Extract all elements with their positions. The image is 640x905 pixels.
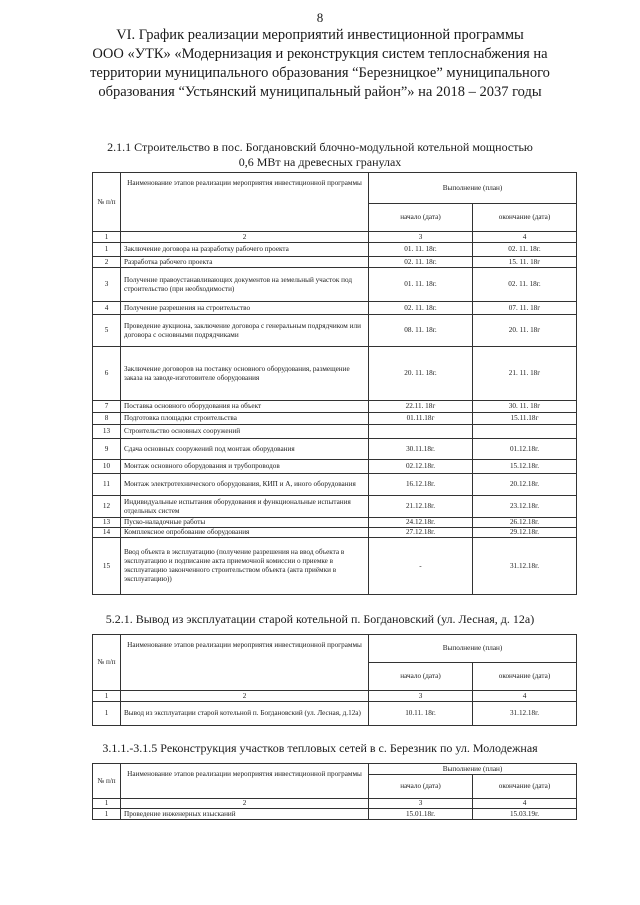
page-number: 8 (316, 10, 324, 25)
table-row: 3 Получение правоустанавливающих документов на земельный участок под строительство (при необходимости) 01. 11. 18г. 02. 11. 18г. (93, 268, 577, 302)
schedule-table-1: № п/п Наименование этапов реализации мероприятия инвестиционной программы Выполнение (план) начало (дата) окончание (дата) 1 2 3 4 1 Заключение договора на разработку рабочего проекта 01. 11. 18г. 02. 11. 18г. 2 Разработка рабочего проекта 02. 11. 18г. 15. 11. 18г 3 Получение правоустанавливающих документов на земельный участок под строительство (при необходимости) 01. 11. 18г. 02. 11. 18г. 4 Получение разрешения на строительство 02. 11. 18г. 07. 11. 18г 5 Проведение аукциона, заключение договора с генеральным подрядчиком или договора с основными подрядчиками 08. 11. 18г. 20. 11. 18г 6 Заключение договоров на поставку основного оборудования, размещение заказа на заводе-изготовителе оборудования 20. 11. 18г. 21. 11. 18г 7 Поставка основного оборудования на объект 22.11. 18г 30. 11. 18г 8 Подготовка площадки строительства 01.11.18г 15.11.18г 13 Строительство основных сооружений 9 Сдача основных сооружений под монтаж оборудования 30.11.18г. 01.12.18г. 10 Монтаж основного оборудования и трубопроводов 02.12.18г. 15.12.18г. 11 Монтаж электротехнического оборудования, КИП и А, иного оборудования 16.12.18г. 20.12.18г. 12 Индивидуальные испытания оборудования и функциональные испытания отдельных систем 21.12.18г. 23.12.18г. 13 Пуско-наладочные работы 24.12.18г. 26.12.18г. 14 Комплексное опробование оборудования 27.12.18г. 29.12.18г. 15 Ввод объекта в эксплуатацию (получение разрешения на ввод объекта в эксплуатацию и подписание акта приемочной комиссии о приемке в эксплуатацию законченного строительством объекта (акта приёмки в эксплуатацию)) - 31.12.18г. (92, 172, 577, 595)
header-end: окончание (дата) (473, 204, 577, 232)
section1-title: 2.1.1 Строительство в пос. Богдановский блочно-модульной котельной мощностью 0,6 МВт на древесных гранулах (107, 140, 533, 169)
table-row: 10 Монтаж основного оборудования и трубопроводов 02.12.18г. 15.12.18г. (93, 460, 577, 474)
header-stage: Наименование этапов реализации мероприятия инвестиционной программы (121, 173, 369, 232)
table-row: 15 Ввод объекта в эксплуатацию (получение разрешения на ввод объекта в эксплуатацию и подписание акта приемочной комиссии о приемке в эксплуатацию законченного строительством объекта (акта приёмки в эксплуатацию)) - 31.12.18г. (93, 538, 577, 595)
table-row: 14 Комплексное опробование оборудования 27.12.18г. 29.12.18г. (93, 528, 577, 538)
table-row: 13 Строительство основных сооружений (93, 425, 577, 439)
table-row: 1 Заключение договора на разработку рабочего проекта 01. 11. 18г. 02. 11. 18г. (93, 243, 577, 257)
table-row: 12 Индивидуальные испытания оборудования и функциональные испытания отдельных систем 21.12.18г. 23.12.18г. (93, 496, 577, 518)
header-execution: Выполнение (план) (369, 173, 577, 204)
table-row: 8 Подготовка площадки строительства 01.11.18г 15.11.18г (93, 413, 577, 425)
table-row: 1 Проведение инженерных изысканий 15.01.18г. 15.03.19г. (93, 809, 577, 820)
header-num: № п/п (93, 173, 121, 232)
table-row: 2 Разработка рабочего проекта 02. 11. 18г. 15. 11. 18г (93, 257, 577, 268)
table-row: 5 Проведение аукциона, заключение договора с генеральным подрядчиком или договора с основными подрядчиками 08. 11. 18г. 20. 11. 18г (93, 315, 577, 347)
schedule-table-2: № п/п Наименование этапов реализации мероприятия инвестиционной программы Выполнение (план) начало (дата) окончание (дата) 1 2 3 4 1 Вывод из эксплуатации старой котельной п. Богдановский (ул. Лесная, д.12а) 10.11. 18г. 31.12.18г. (92, 634, 577, 726)
schedule-table-3: № п/п Наименование этапов реализации мероприятия инвестиционной программы Выполнение (план) начало (дата) окончание (дата) 1 2 3 4 1 Проведение инженерных изысканий 15.01.18г. 15.03.19г. (92, 763, 577, 820)
section2-title: 5.2.1. Вывод из эксплуатации старой котельной п. Богдановский (ул. Лесная, д. 12а) (105, 612, 535, 626)
main-heading: VI. График реализации мероприятий инвестиционной программы ООО «УТК» «Модернизация и реконструкция систем теплоснабжения на территории муниципального образования “Березницкое” муниципального образования “Устьянский муниципальный район”» на 2018 – 2037 годы (90, 27, 550, 100)
table-row: 13 Пуско-наладочные работы 24.12.18г. 26.12.18г. (93, 518, 577, 528)
table-row: 4 Получение разрешения на строительство 02. 11. 18г. 07. 11. 18г (93, 302, 577, 315)
section3-title: 3.1.1.-3.1.5 Реконструкция участков тепловых сетей в с. Березник по ул. Молодежная (102, 741, 538, 755)
table-row: 7 Поставка основного оборудования на объект 22.11. 18г 30. 11. 18г (93, 401, 577, 413)
table-row: 9 Сдача основных сооружений под монтаж оборудования 30.11.18г. 01.12.18г. (93, 439, 577, 460)
table-row: 11 Монтаж электротехнического оборудования, КИП и А, иного оборудования 16.12.18г. 20.12.18г. (93, 474, 577, 496)
table-row: 1 Вывод из эксплуатации старой котельной п. Богдановский (ул. Лесная, д.12а) 10.11. 18г. 31.12.18г. (93, 702, 577, 726)
table-row: 6 Заключение договоров на поставку основного оборудования, размещение заказа на заводе-изготовителе оборудования 20. 11. 18г. 21. 11. 18г (93, 347, 577, 401)
header-start: начало (дата) (369, 204, 473, 232)
